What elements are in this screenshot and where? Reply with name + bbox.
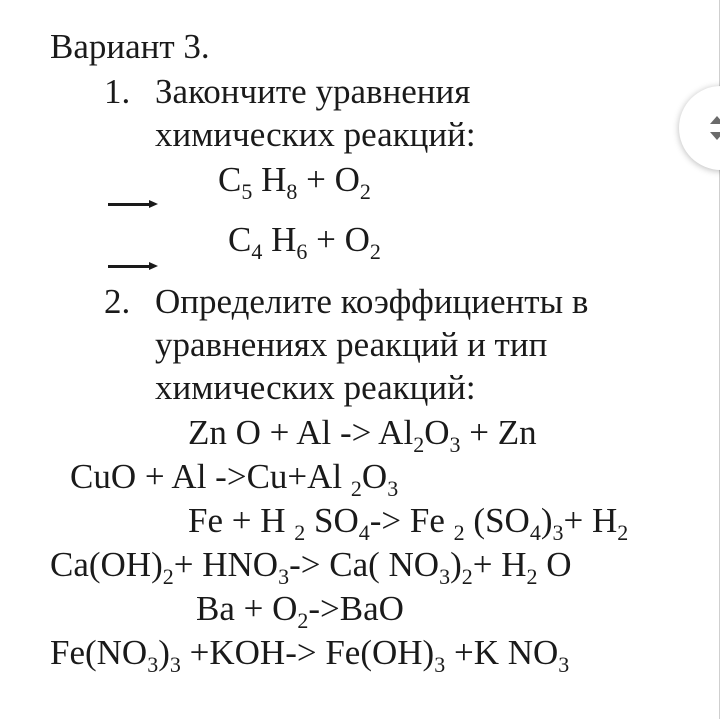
task1-equation-2: $C_4$ $H_6 + O_2$ [228,220,381,264]
task2-equation-1: Zn $O + Al -> Al_2O_3 + Zn$ [188,413,537,457]
task1-text-line1: Закончите уравнения [155,72,471,111]
task1-text-line2: химических реакций: [155,115,476,154]
task2-number: 2. [104,282,131,321]
task1-equation-1: $C_5$ $H_8 + O_2$ [218,160,371,204]
chevron-up-icon [710,116,720,124]
variant-title: Вариант 3. [50,27,210,66]
task2-equation-5: $Ba + O_2->BaO$ [196,589,404,633]
task2-equation-6: $Fe(NO_3)_3 +KOH-> Fe(OH)_3 +K$ $NO_3$ [50,633,570,677]
task1-number: 1. [104,72,131,111]
task2-equation-3: Fe + H $_2$ $SO_4-> Fe$ $_2$ $(SO_4)_3+ H_2$ [188,501,629,545]
task2-equation-2: CuO + Al ->Cu+Al $_2O_3$ [70,457,399,501]
chevron-down-icon [710,132,720,140]
task2-text-line2: уравнениях реакций и тип [155,325,548,364]
reaction-arrow-icon [108,203,152,206]
task2-equation-4: $Ca(OH)_2+ HNO_3-> Ca$( $NO_3)_2+ H_2$ O [50,545,572,589]
task2-text-line1: Определите коэффициенты в [155,282,589,321]
scroll-toggle-button[interactable] [679,86,720,170]
task2-text-line3: химических реакций: [155,368,476,407]
reaction-arrow-icon [108,265,152,268]
